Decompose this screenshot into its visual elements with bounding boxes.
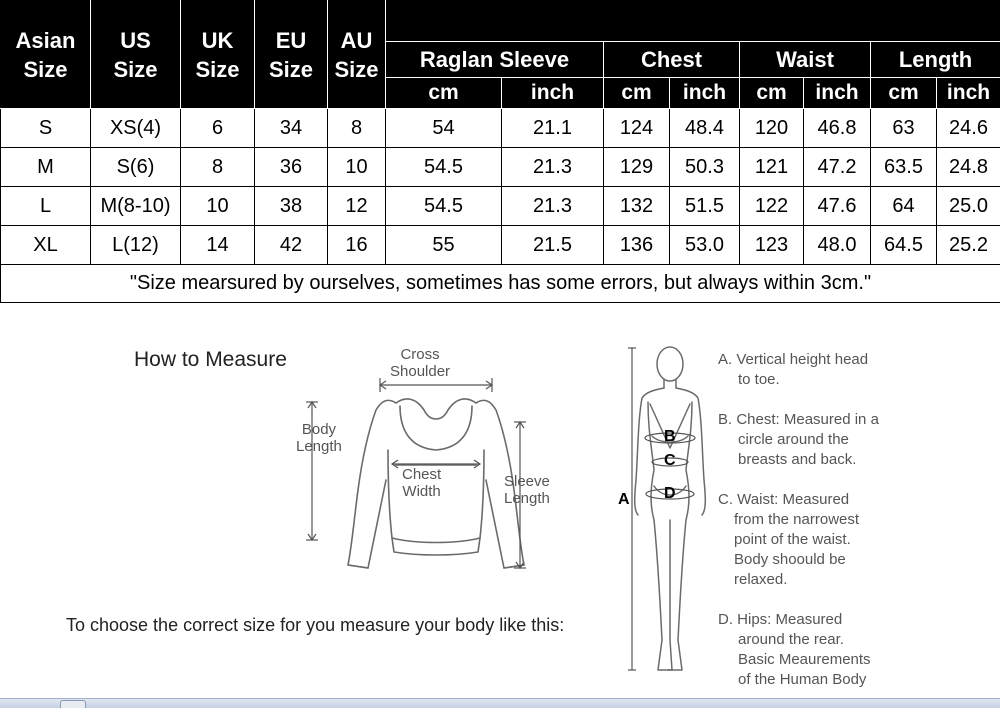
table-cell: XS(4): [91, 109, 181, 148]
label-d: D: [664, 485, 676, 502]
table-cell: 64: [871, 187, 937, 226]
note-b: B. Chest: Measured in a circle around the breasts and back.: [718, 411, 879, 468]
table-cell: S: [1, 109, 91, 148]
table-cell: 124: [604, 109, 670, 148]
header-length: Length: [871, 42, 1000, 78]
table-row: [1, 109, 1000, 148]
unit-inch: inch: [804, 78, 871, 109]
table-cell: 42: [255, 226, 328, 265]
table-cell: 21.1: [502, 109, 604, 148]
table-cell: 50.3: [670, 148, 740, 187]
unit-inch: inch: [502, 78, 604, 109]
table-cell: 25.0: [937, 187, 1000, 226]
table-cell: 122: [740, 187, 804, 226]
header-asian-size: Asian Size: [1, 1, 91, 109]
table-row: [1, 226, 1000, 265]
table-cell: 24.8: [937, 148, 1000, 187]
table-cell: 24.6: [937, 109, 1000, 148]
header-eu-size: EU Size: [255, 1, 328, 109]
header-waist: Waist: [740, 42, 871, 78]
table-row: [1, 148, 1000, 187]
note-c: C. Waist: Measured from the narrowest point of the waist. Body shoould be relaxed.: [718, 491, 860, 588]
table-cell: 136: [604, 226, 670, 265]
header-raglan-sleeve: Raglan Sleeve: [386, 42, 604, 78]
note-a: A. Vertical height head to toe.: [718, 351, 869, 388]
table-cell: M: [1, 148, 91, 187]
label-c: C: [664, 452, 676, 469]
unit-inch: inch: [937, 78, 1000, 109]
table-cell: 121: [740, 148, 804, 187]
label-a: A: [618, 491, 630, 508]
table-cell: 6: [181, 109, 255, 148]
table-cell: 63: [871, 109, 937, 148]
table-cell: 21.3: [502, 187, 604, 226]
table-cell: 55: [386, 226, 502, 265]
table-cell: 132: [604, 187, 670, 226]
table-cell: 47.6: [804, 187, 871, 226]
how-to-measure-title: How to Measure: [134, 348, 287, 371]
unit-cm: cm: [386, 78, 502, 109]
chest-width-label: Chest Width: [402, 466, 442, 500]
table-cell: 16: [328, 226, 386, 265]
table-cell: 12: [328, 187, 386, 226]
table-cell: 8: [328, 109, 386, 148]
sleeve-length-label: Sleeve Length: [504, 473, 550, 507]
table-cell: M(8-10): [91, 187, 181, 226]
table-cell: 48.0: [804, 226, 871, 265]
table-cell: 63.5: [871, 148, 937, 187]
size-chart-table: [0, 0, 1000, 303]
table-cell: XL: [1, 226, 91, 265]
table-cell: 8: [181, 148, 255, 187]
table-cell: L: [1, 187, 91, 226]
table-cell: 54.5: [386, 187, 502, 226]
body-length-label: Body Length: [296, 421, 342, 455]
table-cell: 38: [255, 187, 328, 226]
table-cell: 14: [181, 226, 255, 265]
table-cell: 10: [328, 148, 386, 187]
table-cell: 53.0: [670, 226, 740, 265]
label-b: B: [664, 428, 676, 445]
table-cell: 21.3: [502, 148, 604, 187]
unit-cm: cm: [604, 78, 670, 109]
unit-inch: inch: [670, 78, 740, 109]
header-chest: Chest: [604, 42, 740, 78]
unit-cm: cm: [871, 78, 937, 109]
table-cell: 54.5: [386, 148, 502, 187]
table-cell: 34: [255, 109, 328, 148]
table-cell: 120: [740, 109, 804, 148]
table-cell: 64.5: [871, 226, 937, 265]
unit-cm: cm: [740, 78, 804, 109]
header-uk-size: UK Size: [181, 1, 255, 109]
table-cell: 36: [255, 148, 328, 187]
table-cell: 48.4: [670, 109, 740, 148]
header-au-size: AU Size: [328, 1, 386, 109]
table-cell: 25.2: [937, 226, 1000, 265]
table-cell: 47.2: [804, 148, 871, 187]
table-cell: 51.5: [670, 187, 740, 226]
taskbar-app-button[interactable]: [60, 700, 86, 708]
table-cell: 10: [181, 187, 255, 226]
table-cell: 46.8: [804, 109, 871, 148]
header-us-size: US Size: [91, 1, 181, 109]
header-blank-band: [386, 1, 1000, 42]
table-cell: S(6): [91, 148, 181, 187]
table-cell: 123: [740, 226, 804, 265]
table-cell: L(12): [91, 226, 181, 265]
table-cell: 54: [386, 109, 502, 148]
table-row: [1, 187, 1000, 226]
taskbar-strip: [0, 698, 1000, 708]
measurement-note: "Size mearsured by ourselves, sometimes has some errors, but always within 3cm.": [1, 265, 1000, 303]
body-figure-sketch: [600, 340, 710, 680]
cross-shoulder-label: Cross Shoulder: [390, 346, 451, 380]
table-cell: 21.5: [502, 226, 604, 265]
choose-size-instruction: To choose the correct size for you measure your body like this:: [66, 615, 565, 635]
note-d: D. Hips: Measured around the rear. Basic Meaurements of the Human Body: [718, 611, 871, 688]
table-cell: 129: [604, 148, 670, 187]
